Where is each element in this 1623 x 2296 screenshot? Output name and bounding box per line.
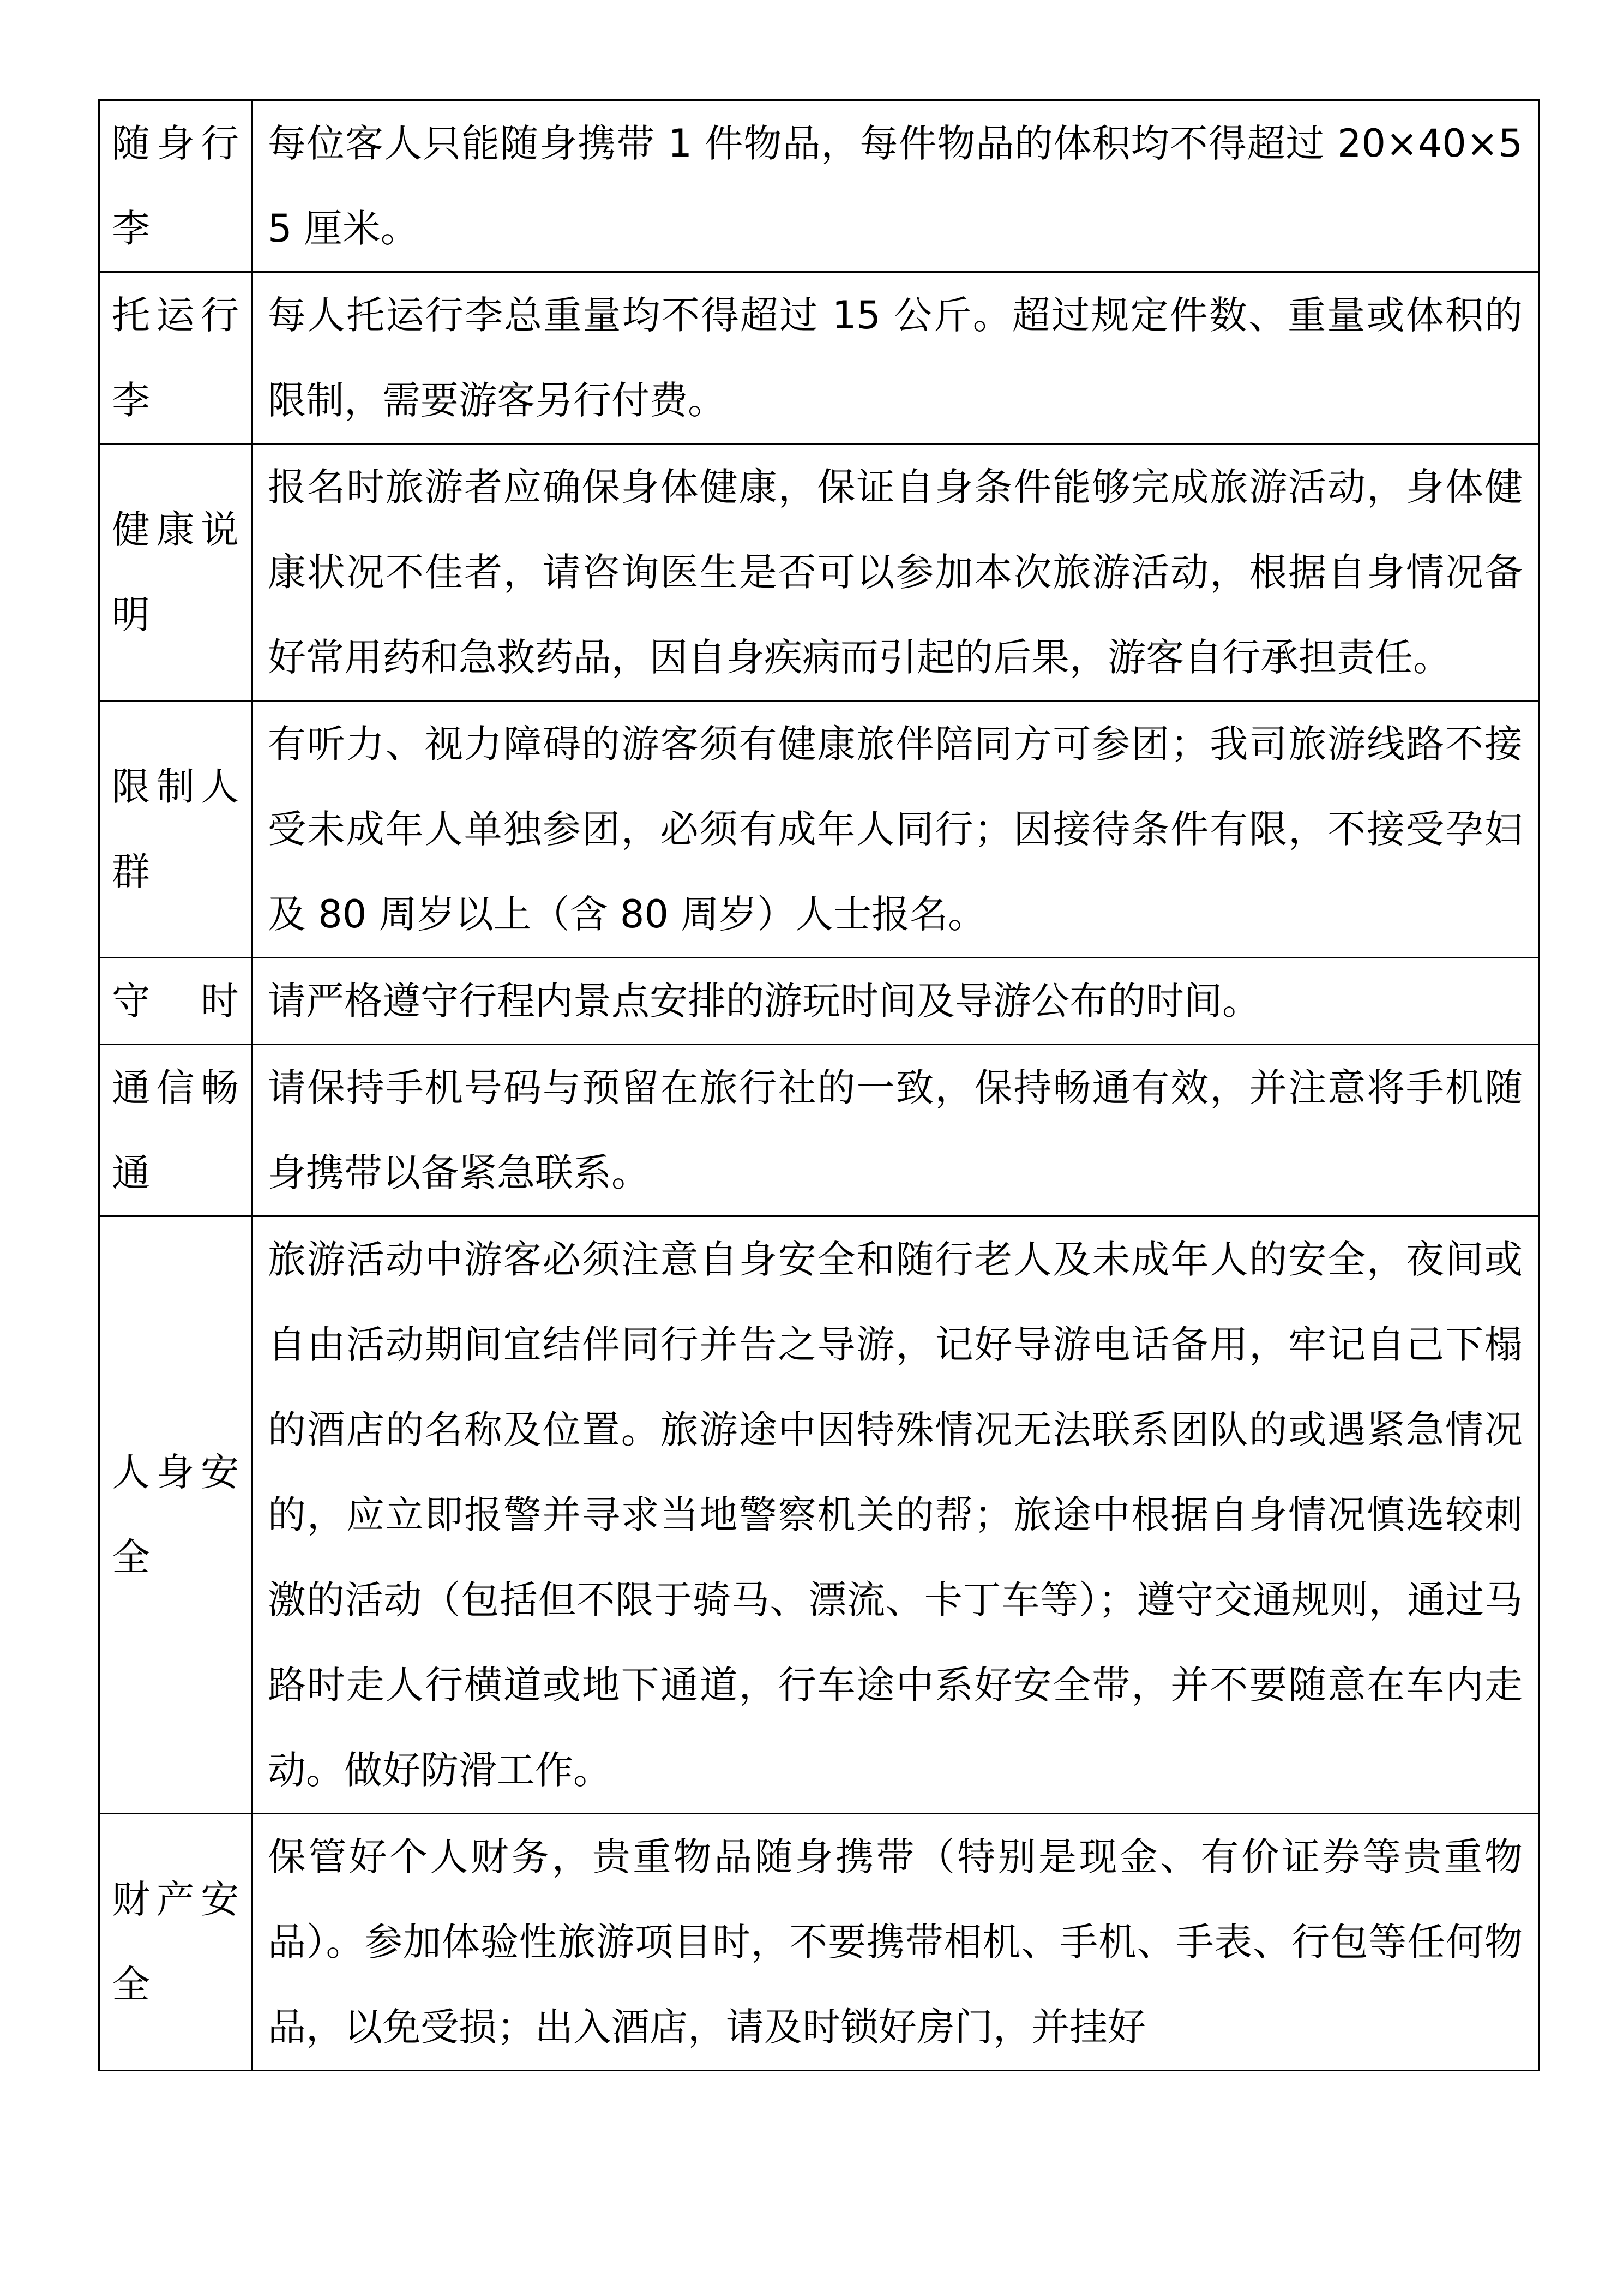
table-row-restricted-groups <box>99 701 1539 958</box>
row-label-cell <box>99 958 252 1045</box>
row-content: 请保持手机号码与预留在旅行社的一致，保持畅通有效，并注意将手机随身携带以备紧急联系。 <box>268 1065 1523 1195</box>
row-content: 每人托运行李总重量均不得超过 15 公斤。超过规定件数、重量或体积的限制，需要游客另行付费。 <box>268 293 1523 423</box>
row-label: 人身安全 <box>112 1450 239 1580</box>
row-label: 健康说明 <box>112 507 239 637</box>
row-content-cell <box>252 272 1539 444</box>
row-content-cell <box>252 958 1539 1045</box>
row-content-cell <box>252 1216 1539 1814</box>
table-row-communication <box>99 1045 1539 1216</box>
row-content: 每位客人只能随身携带 1 件物品，每件物品的体积均不得超过 20×40×55 厘米。 <box>268 121 1523 251</box>
row-label-cell <box>99 100 252 272</box>
row-content: 旅游活动中游客必须注意自身安全和随行老人及未成年人的安全，夜间或自由活动期间宜结伴同行并告之导游，记好导游电话备用，牢记自己下榻的酒店的名称及位置。旅游途中因特殊情况无法联系团队的或遇紧急情况的，应立即报警并寻求当地警察机关的帮；旅途中根据自身情况慎选较刺激的活动（包括但不限于骑马、漂流、卡丁车等）；遵守交通规则，通过马路时走人行横道或地下通道，行车途中系好安全带，并不要随意在车内走动。做好防滑工作。 <box>268 1237 1523 1793</box>
row-label-cell <box>99 444 252 701</box>
table-row-property-safety <box>99 1814 1539 2071</box>
row-label: 通信畅通 <box>112 1065 239 1195</box>
row-content-cell <box>252 1045 1539 1216</box>
row-content-cell <box>252 100 1539 272</box>
table-row-carry-on <box>99 100 1539 272</box>
row-content: 请严格遵守行程内景点安排的游玩时间及导游公布的时间。 <box>268 979 1260 1023</box>
row-label-cell <box>99 272 252 444</box>
row-label: 随身行李 <box>112 121 239 251</box>
row-content: 保管好个人财务，贵重物品随身携带（特别是现金、有价证券等贵重物品）。参加体验性旅游项目时，不要携带相机、手机、手表、行包等任何物品，以免受损；出入酒店，请及时锁好房门，并挂好 <box>268 1835 1523 2049</box>
row-label: 财产安全 <box>112 1877 239 2007</box>
row-label-cell <box>99 701 252 958</box>
row-label: 限制人群 <box>112 764 239 894</box>
row-content-cell <box>252 701 1539 958</box>
row-label-cell <box>99 1814 252 2071</box>
row-label-cell <box>99 1216 252 1814</box>
table-row-punctuality <box>99 958 1539 1045</box>
row-label-cell <box>99 1045 252 1216</box>
table-row-health <box>99 444 1539 701</box>
row-label: 托运行李 <box>112 293 239 423</box>
table-row-checked-baggage <box>99 272 1539 444</box>
row-label: 守时 <box>112 979 239 1023</box>
travel-notice-table <box>98 99 1540 2071</box>
row-content-cell <box>252 444 1539 701</box>
row-content: 有听力、视力障碍的游客须有健康旅伴陪同方可参团；我司旅游线路不接受未成年人单独参团，必须有成年人同行；因接待条件有限，不接受孕妇及 80 周岁以上（含 80 周岁）人士报名。 <box>268 722 1523 937</box>
row-content: 报名时旅游者应确保身体健康，保证自身条件能够完成旅游活动，身体健康状况不佳者，请咨询医生是否可以参加本次旅游活动，根据自身情况备好常用药和急救药品，因自身疾病而引起的后果，游客自行承担责任。 <box>268 465 1523 680</box>
table-row-personal-safety <box>99 1216 1539 1814</box>
row-content-cell <box>252 1814 1539 2071</box>
